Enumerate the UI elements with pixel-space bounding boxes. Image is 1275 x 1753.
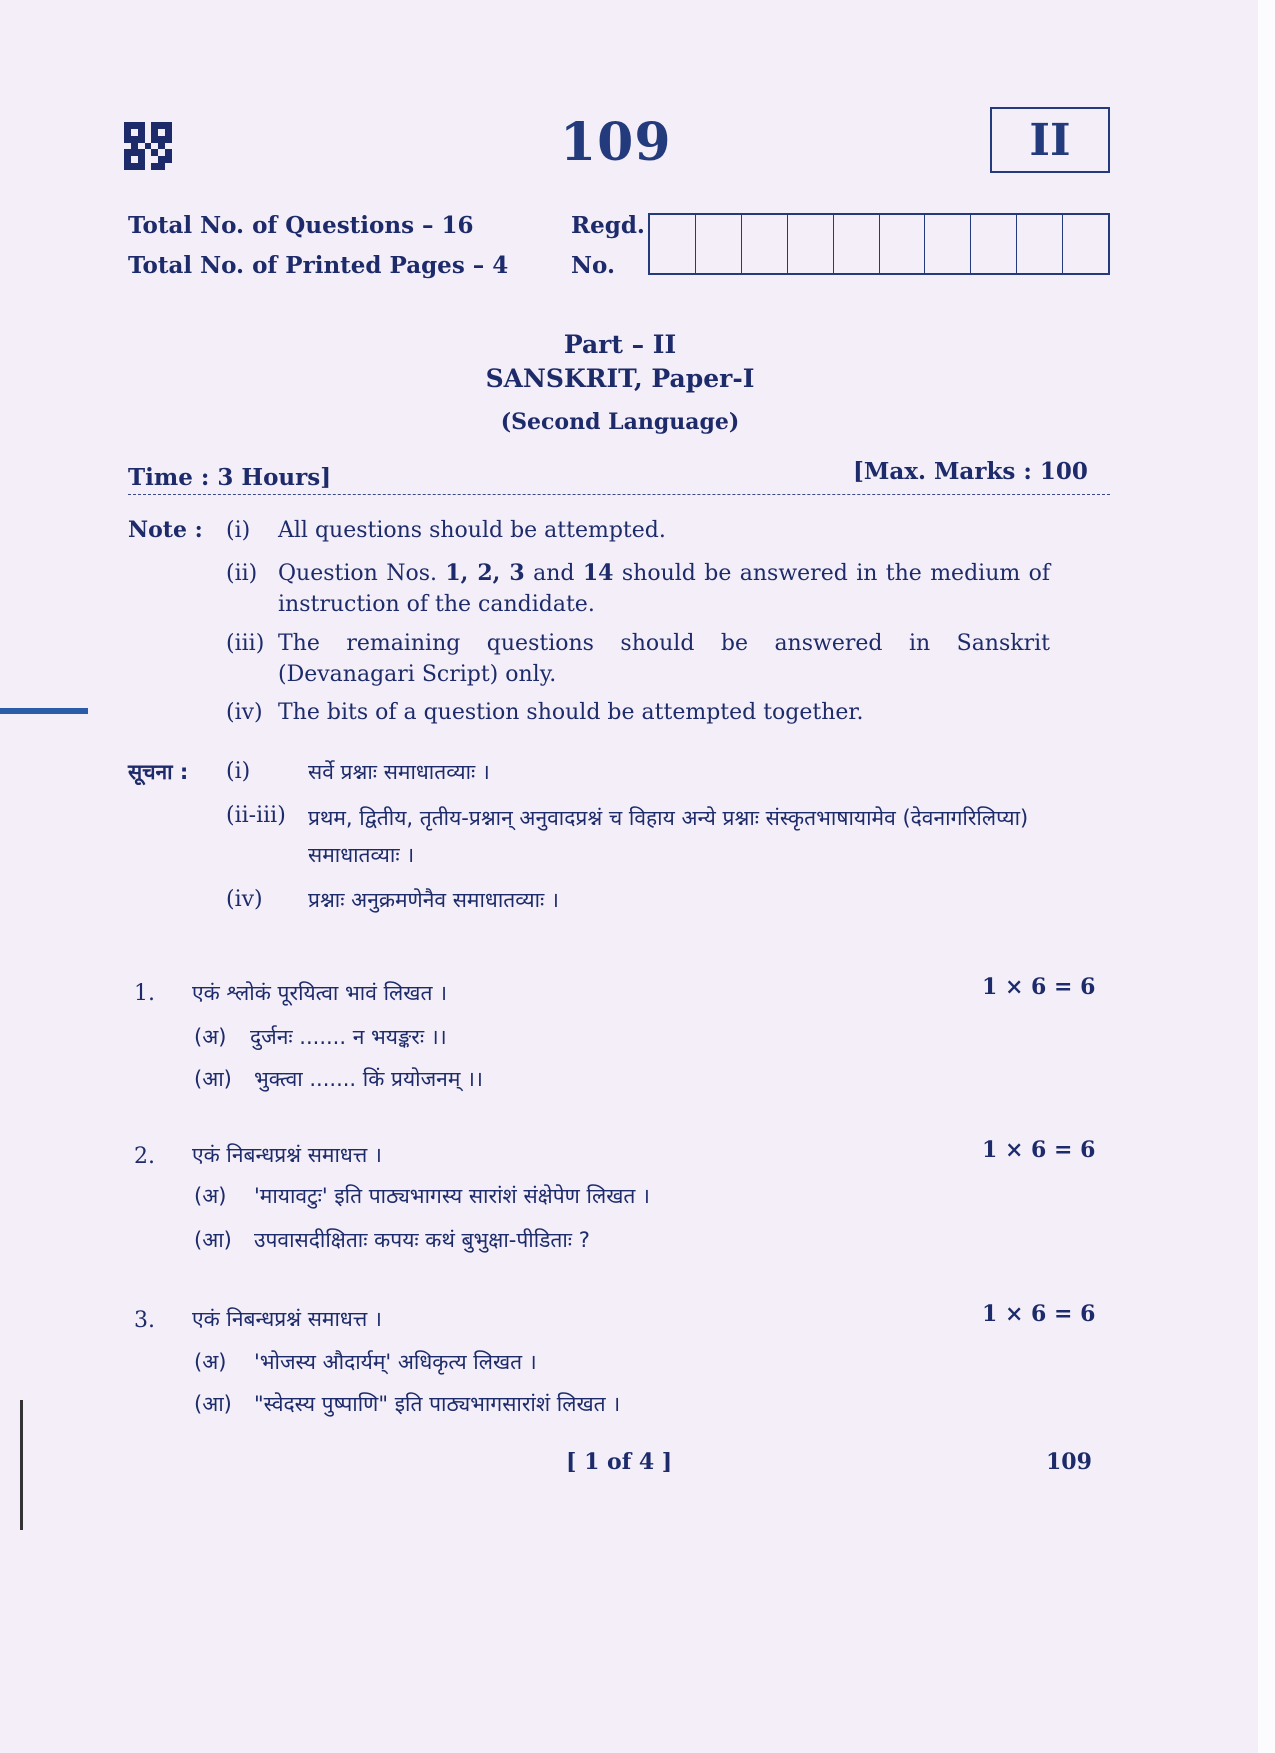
question-marks: 1 × 6 = 6 xyxy=(982,1301,1096,1327)
question-title: एकं निबन्धप्रश्नं समाधत्त । xyxy=(192,1143,382,1167)
regd-label: Regd. xyxy=(571,212,645,239)
question-part-text: दुर्जनः ....... न भयङ्करः ।। xyxy=(250,1025,447,1049)
question-part-label: (अ) xyxy=(194,1025,227,1049)
divider xyxy=(128,494,1110,495)
regd-digit-box[interactable] xyxy=(788,215,834,273)
footer-paper-code: 109 xyxy=(1046,1449,1092,1475)
question-part-label: (अ) xyxy=(194,1350,227,1374)
part-box: II xyxy=(990,107,1110,173)
page-indicator: [ 1 of 4 ] xyxy=(566,1449,673,1475)
suchana-num: (ii-iii) xyxy=(226,803,286,828)
note-label: Note : xyxy=(128,517,203,543)
question-part-text: 'भोजस्य औदार्यम्' अधिकृत्य लिखत । xyxy=(254,1350,537,1374)
regd-digit-box[interactable] xyxy=(742,215,788,273)
regd-digit-box[interactable] xyxy=(971,215,1017,273)
regd-digit-box[interactable] xyxy=(696,215,742,273)
question-number: 3. xyxy=(134,1308,155,1333)
part-title: Part – II xyxy=(563,330,677,359)
note-text: Question Nos. 1, 2, 3 and 14 should be answered in the medium of instruction of the candidate. xyxy=(278,560,1051,617)
margin-line xyxy=(20,1400,23,1530)
note-num: (i) xyxy=(226,518,251,543)
qr-code-icon xyxy=(124,122,172,170)
regd-digit-box[interactable] xyxy=(650,215,696,273)
regd-no-label: No. xyxy=(571,252,615,279)
regd-digit-box[interactable] xyxy=(834,215,880,273)
regd-digit-box[interactable] xyxy=(880,215,926,273)
max-marks: [Max. Marks : 100 xyxy=(853,458,1088,485)
language-title: (Second Language) xyxy=(500,409,740,435)
question-part-label: (अ) xyxy=(194,1184,227,1208)
suchana-label: सूचना : xyxy=(128,760,189,784)
suchana-num: (i) xyxy=(226,759,251,784)
time-label: Time : 3 Hours] xyxy=(128,464,332,491)
regd-digit-box[interactable] xyxy=(925,215,971,273)
suchana-text: प्रश्नाः अनुक्रमणेनैव समाधातव्याः । xyxy=(308,888,559,912)
question-part-text: 'मायावटुः' इति पाठ्यभागस्य सारांशं संक्षेपेण लिखत । xyxy=(254,1184,650,1208)
suchana-text: सर्वे प्रश्नाः समाधातव्याः । xyxy=(308,760,490,784)
paper-code: 109 xyxy=(560,112,672,173)
question-part-label: (आ) xyxy=(194,1392,232,1416)
regd-number-boxes[interactable] xyxy=(648,213,1110,275)
question-part-text: भुक्त्वा ....... किं प्रयोजनम् ।। xyxy=(254,1067,483,1091)
question-part-text: उपवासदीक्षिताः कपयः कथं बुभुक्षा-पीडिताः ? xyxy=(254,1228,590,1252)
note-text: The remaining questions should be answered in Sanskrit (Devanagari Script) only. xyxy=(278,631,1050,687)
total-questions: Total No. of Questions – 16 xyxy=(128,212,474,239)
note-num: (iv) xyxy=(226,700,263,725)
question-part-label: (आ) xyxy=(194,1067,232,1091)
regd-digit-box[interactable] xyxy=(1017,215,1063,273)
question-title: एकं निबन्धप्रश्नं समाधत्त । xyxy=(192,1307,382,1331)
question-part-text: "स्वेदस्य पुष्पाणि" इति पाठ्यभागसारांशं लिखत । xyxy=(254,1392,621,1416)
note-num: (iii) xyxy=(226,631,265,656)
margin-mark xyxy=(0,708,88,714)
question-number: 1. xyxy=(134,981,155,1006)
question-number: 2. xyxy=(134,1144,155,1169)
note-text: All questions should be attempted. xyxy=(278,518,666,543)
question-marks: 1 × 6 = 6 xyxy=(982,974,1096,1000)
total-pages: Total No. of Printed Pages – 4 xyxy=(128,252,509,279)
question-part-label: (आ) xyxy=(194,1228,232,1252)
subject-title: SANSKRIT, Paper-I xyxy=(485,364,755,393)
question-marks: 1 × 6 = 6 xyxy=(982,1137,1096,1163)
suchana-num: (iv) xyxy=(226,887,263,912)
note-num: (ii) xyxy=(226,561,258,586)
suchana-text: प्रथम, द्वितीय, तृतीय-प्रश्नान् अनुवादप्रश्नं च विहाय अन्ये प्रश्नाः संस्कृतभाषायामेव (देवनागरिलिप्या) समाधातव्याः । xyxy=(308,806,1029,867)
regd-digit-box[interactable] xyxy=(1063,215,1108,273)
question-title: एकं श्लोकं पूरयित्वा भावं लिखत । xyxy=(192,981,448,1005)
note-text: The bits of a question should be attempted together. xyxy=(278,700,864,725)
